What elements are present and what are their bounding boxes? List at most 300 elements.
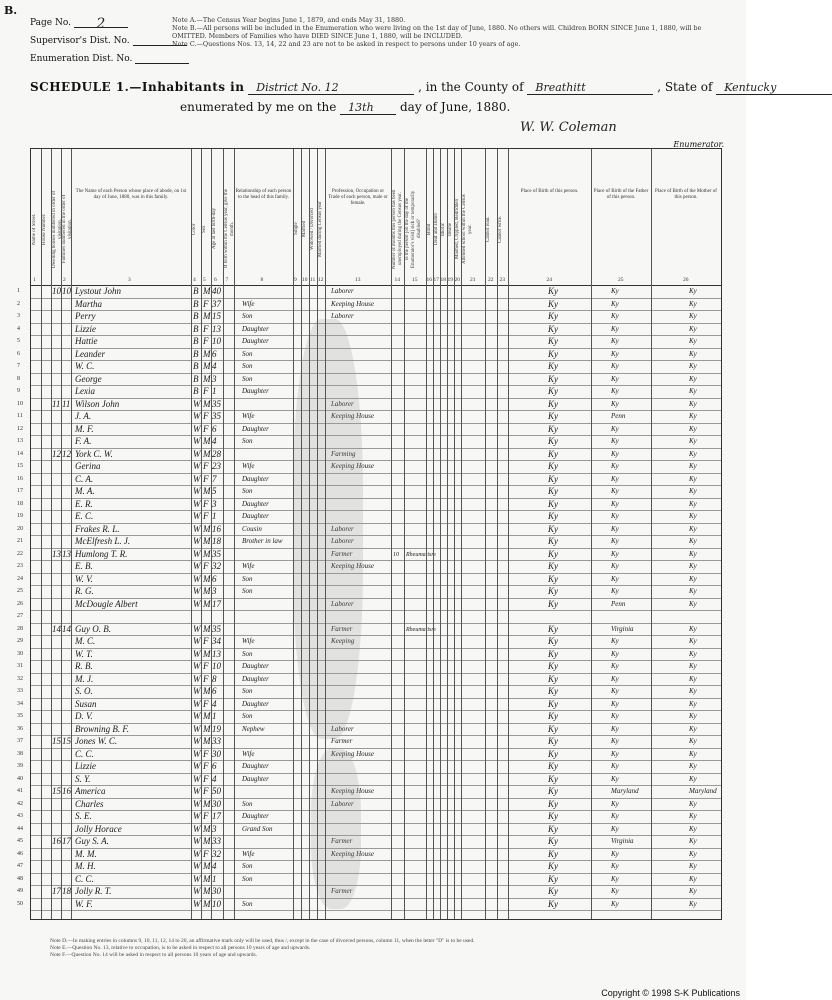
column-number: 23 (499, 277, 505, 283)
cell-age: 10 (212, 898, 221, 909)
cell-b2: Ky (611, 824, 619, 833)
cell-name: McDougle Albert (75, 598, 138, 609)
cell-name: Lizzie (75, 323, 97, 334)
cell-color: W (193, 898, 201, 909)
row-number: 39 (17, 763, 23, 769)
cell-rel: Son (242, 587, 253, 595)
cell-b2: Ky (611, 737, 619, 745)
cell-b2: Ky (611, 774, 619, 783)
row-number: 2 (17, 300, 20, 307)
cell-b1: Ky (548, 398, 558, 409)
cell-b3: Ky (689, 862, 697, 870)
cell-rel: Son (242, 487, 253, 495)
row-number: 32 (17, 675, 23, 682)
column-divider (447, 149, 448, 919)
column-header: If born within the Census year, give the month. (224, 189, 235, 269)
cell-age: 35 (212, 548, 221, 559)
cell-b1: Ky (548, 486, 558, 496)
column-number: 20 (454, 277, 460, 283)
column-divider (325, 149, 326, 919)
cell-age: 4 (212, 698, 217, 709)
cell-name: Frakes R. L. (75, 523, 120, 534)
cell-occ: Keeping House (331, 749, 374, 758)
cell-dw: 11 (52, 398, 61, 409)
column-header: Place of Birth of this person. (520, 189, 579, 194)
cell-color: W (193, 836, 201, 846)
row-number: 42 (17, 800, 23, 807)
column-header: Age at last birth-day (212, 208, 217, 250)
census-grid (17, 148, 722, 920)
cell-sex: F (203, 673, 209, 684)
row-rule (31, 610, 721, 611)
cell-rel: Son (242, 899, 253, 908)
cell-b1: Ky (548, 636, 558, 646)
cell-b3: Ky (689, 374, 697, 383)
cell-age: 16 (212, 523, 221, 534)
cell-b2: Ky (611, 724, 619, 733)
cell-color: B (193, 286, 199, 296)
cell-sex: M (203, 798, 211, 809)
cell-name: W. F. (75, 898, 93, 909)
cell-age: 19 (212, 723, 221, 734)
cell-color: W (193, 411, 201, 421)
cell-occ: Keeping House (331, 849, 374, 858)
cell-name: Jolly R. T. (75, 886, 112, 896)
cell-color: W (193, 623, 201, 634)
cell-name: George (75, 373, 102, 384)
column-number: 16 (426, 277, 432, 283)
column-divider (61, 149, 62, 919)
cell-color: W (193, 436, 201, 446)
county-label: , in the County of (418, 80, 524, 94)
cell-color: W (193, 511, 201, 521)
cell-sex: M (203, 373, 211, 384)
row-number: 35 (17, 713, 23, 719)
column-number: 25 (618, 277, 624, 283)
cell-color: W (193, 486, 201, 496)
cell-age: 35 (212, 398, 221, 409)
column-divider (41, 149, 42, 919)
cell-color: W (193, 661, 201, 671)
column-number: 19 (447, 277, 453, 283)
cell-rel: Daughter (242, 474, 269, 483)
cell-b3: Ky (689, 312, 697, 320)
cell-color: W (193, 586, 201, 596)
cell-color: W (193, 823, 201, 834)
row-rule (31, 910, 721, 911)
cell-name: E. C. (75, 511, 94, 521)
column-divider (223, 149, 224, 919)
cell-name: M. F. (75, 423, 94, 434)
row-number: 25 (17, 588, 23, 594)
cell-name: W. T. (75, 648, 93, 659)
cell-age: 17 (212, 598, 221, 609)
cell-name: Gerina (75, 461, 101, 471)
cell-name: R. B. (75, 661, 93, 671)
cell-rel: Son (242, 574, 253, 583)
cell-rel: Son (242, 712, 253, 720)
cell-occ: Keeping House (331, 787, 374, 795)
cell-b3: Ky (689, 624, 697, 633)
row-number: 3 (17, 313, 20, 319)
cell-b1: Ky (548, 423, 558, 434)
cell-b3: Ky (689, 549, 697, 558)
cell-color: W (193, 636, 201, 646)
cell-sex: M (203, 311, 211, 321)
cell-occ: Laborer (331, 312, 354, 320)
enumeration-blank (135, 52, 189, 64)
column-divider (433, 149, 434, 919)
cell-color: W (193, 561, 201, 571)
cell-color: W (193, 573, 201, 584)
column-number: 13 (355, 277, 361, 283)
cell-b3: Ky (689, 687, 697, 695)
cell-age: 17 (212, 811, 221, 821)
column-divider (426, 149, 427, 919)
cell-b2: Ky (611, 674, 619, 683)
cell-b3: Ky (689, 724, 697, 733)
cell-sex: F (203, 423, 209, 434)
column-number: 2 (63, 277, 66, 283)
column-number: 9 (294, 277, 297, 283)
cell-b2: Ky (611, 537, 619, 545)
column-header: Married (302, 220, 307, 238)
cell-b1: Ky (548, 836, 558, 846)
cell-b3: Ky (689, 587, 697, 595)
cell-occ: Laborer (331, 287, 354, 295)
water-stain (293, 319, 363, 739)
row-number: 30 (17, 650, 23, 657)
cell-sex: M (203, 898, 211, 909)
row-number: 10 (17, 400, 23, 407)
cell-rel: Daughter (242, 424, 269, 433)
note-a: Note A.—The Census Year begins June 1, 1879, and ends May 31, 1880. (172, 16, 406, 24)
cell-color: W (193, 748, 201, 759)
schedule-letter: B. (4, 4, 18, 17)
row-number: 27 (17, 613, 23, 619)
column-number: 24 (546, 277, 552, 283)
column-divider (497, 149, 498, 919)
cell-b3: Ky (689, 524, 697, 533)
cell-name: C. C. (75, 748, 94, 759)
cell-age: 15 (212, 311, 221, 321)
column-header: Place of Birth of the Mother of this person. (655, 189, 717, 200)
cell-b3: Ky (689, 887, 697, 895)
cell-extra: Rheumatism (406, 551, 436, 558)
cell-b2: Ky (611, 287, 619, 295)
column-divider (317, 149, 318, 919)
column-header: Is the person [on the day of the Enumerator's visit] sick or temporarily disabled? (405, 190, 422, 268)
cell-fam: 18 (62, 886, 71, 896)
column-divider (201, 149, 202, 919)
cell-b2: Ky (611, 349, 619, 358)
cell-dw: 17 (52, 886, 61, 896)
cell-b1: Ky (548, 561, 558, 571)
cell-name: Guy O. B. (75, 623, 111, 634)
cell-color: W (193, 886, 201, 896)
cell-rel: Wife (242, 562, 255, 570)
cell-name: York C. W. (75, 448, 113, 459)
cell-fam: 13 (62, 548, 71, 559)
supervisor-label: Supervisor's Dist. No. (30, 36, 130, 46)
cell-age: 34 (212, 636, 221, 646)
cell-fam: 14 (62, 623, 71, 634)
cell-name: Browning B. F. (75, 723, 130, 734)
column-divider (461, 149, 462, 919)
cell-b2: Ky (611, 299, 619, 308)
row-number: 20 (17, 525, 23, 532)
row-number: 47 (17, 863, 23, 869)
cell-sex: F (203, 773, 209, 784)
cell-sex: M (203, 736, 211, 746)
cell-age: 5 (212, 486, 217, 496)
cell-color: W (193, 848, 201, 859)
cell-b3: Ky (689, 712, 697, 720)
cell-b1: Ky (548, 573, 558, 584)
cell-age: 8 (212, 673, 217, 684)
cell-color: B (193, 361, 199, 371)
cell-sex: M (203, 873, 211, 884)
column-number: 15 (412, 277, 418, 283)
cell-sex: M (203, 436, 211, 446)
row-number: 22 (17, 550, 23, 557)
cell-age: 3 (212, 373, 217, 384)
cell-b2: Ky (611, 862, 619, 870)
column-number: 12 (318, 277, 324, 283)
row-number: 18 (17, 500, 23, 507)
cell-occ: Laborer (331, 399, 354, 408)
cell-b2: Ky (611, 324, 619, 333)
cell-color: W (193, 773, 201, 784)
enumerator-label: Enumerator. (673, 140, 724, 149)
cell-b1: Ky (548, 548, 558, 559)
column-number: 21 (470, 277, 476, 283)
cell-color: W (193, 736, 201, 746)
cell-sex: M (203, 823, 211, 834)
cell-b1: Ky (548, 436, 558, 446)
cell-b3: Ky (689, 424, 697, 433)
cell-b1: Ky (548, 773, 558, 784)
column-header: Married during Census year (318, 201, 323, 257)
cell-color: W (193, 698, 201, 709)
cell-color: W (193, 761, 201, 771)
cell-color: W (193, 523, 201, 534)
cell-color: W (193, 448, 201, 459)
cell-rel: Son (242, 349, 253, 358)
cell-age: 4 (212, 773, 217, 784)
cell-b1: Ky (548, 723, 558, 734)
cell-color: B (193, 348, 199, 359)
cell-occ: Farmer (331, 737, 353, 745)
cell-rel: Son (242, 437, 253, 445)
column-header: Blind (427, 223, 432, 235)
cell-b2: Ky (611, 512, 619, 520)
cell-dw: 15 (52, 736, 61, 746)
cell-color: W (193, 536, 201, 546)
cell-fam: 12 (62, 448, 71, 459)
cell-age: 30 (212, 798, 221, 809)
column-header: Number of months this person has been unemployed during the Census year. (392, 189, 403, 269)
cell-dw: 15 (52, 786, 61, 796)
cell-color: W (193, 811, 201, 821)
cell-b2: Ky (611, 649, 619, 658)
instruction-notes (172, 16, 732, 48)
cell-sex: F (203, 461, 209, 471)
cell-dw: 13 (52, 548, 61, 559)
cell-rel: Daughter (242, 324, 269, 333)
cell-fam: 16 (62, 786, 71, 796)
page-number-line (30, 16, 128, 32)
cell-b1: Ky (548, 811, 558, 821)
cell-dw: 12 (52, 448, 61, 459)
column-header: Sex (202, 225, 207, 233)
cell-b1: Ky (548, 673, 558, 684)
column-header: Families numbered in the order of visitation. (62, 194, 73, 264)
cell-rel: Daughter (242, 674, 269, 683)
row-number: 37 (17, 738, 23, 744)
cell-sex: M (203, 723, 211, 734)
row-number: 41 (17, 788, 23, 794)
cell-b2: Ky (611, 687, 619, 695)
cell-occ: Laborer (331, 724, 354, 733)
cell-sex: F (203, 411, 209, 421)
cell-b3: Maryland (689, 787, 717, 795)
cell-b2: Ky (611, 312, 619, 320)
column-header: Color (192, 223, 197, 235)
month-label: day of June, 1880. (400, 100, 511, 114)
row-number: 14 (17, 450, 23, 457)
cell-sex: F (203, 661, 209, 671)
cell-occ: Keeping House (331, 462, 374, 470)
column-divider (71, 149, 72, 919)
cell-b2: Ky (611, 637, 619, 645)
cell-name: Lexia (75, 386, 95, 396)
cell-age: 4 (212, 861, 217, 871)
cell-b1: Ky (548, 786, 558, 796)
cell-age: 3 (212, 498, 217, 509)
cell-occ: Keeping House (331, 412, 374, 420)
cell-rel: Son (242, 799, 253, 808)
cell-b3: Ky (689, 299, 697, 308)
cell-b3: Ky (689, 849, 697, 858)
column-divider (309, 149, 310, 919)
column-header: Single (294, 222, 299, 236)
cell-name: Jolly Horace (75, 823, 122, 834)
column-divider (293, 149, 294, 919)
cell-b3: Ky (689, 662, 697, 670)
column-header: Insane (448, 222, 453, 236)
cell-b1: Ky (548, 536, 558, 546)
cell-name: Lystout John (75, 286, 121, 296)
column-number: 14 (394, 277, 400, 283)
column-number: 10 (302, 277, 308, 283)
cell-age: 32 (212, 848, 221, 859)
cell-age: 32 (212, 561, 221, 571)
row-number: 26 (17, 600, 23, 607)
cell-color: W (193, 648, 201, 659)
cell-name: Charles (75, 798, 104, 809)
column-number: 7 (225, 277, 229, 283)
cell-age: 33 (212, 736, 221, 746)
cell-b3: Ky (689, 512, 697, 520)
cell-b1: Ky (548, 886, 558, 896)
cell-b1: Ky (548, 711, 558, 721)
cell-color: B (193, 386, 199, 396)
column-header: Relationship of each person to the head of this family. (235, 189, 292, 200)
cell-b2: Maryland (611, 787, 639, 795)
cell-b2: Ky (611, 662, 619, 670)
cell-b2: Virginia (611, 837, 634, 845)
column-divider (485, 149, 486, 919)
cell-b1: Ky (548, 286, 558, 296)
cell-b2: Ky (611, 812, 619, 820)
cell-occ: Laborer (331, 799, 354, 808)
row-number: 15 (17, 463, 23, 469)
cell-occ: Keeping House (331, 562, 374, 570)
cell-b2: Ky (611, 362, 619, 370)
cell-b2: Ky (611, 712, 619, 720)
column-number: 11 (310, 277, 316, 283)
cell-sex: F (203, 498, 209, 509)
cell-color: W (193, 498, 201, 509)
cell-color: W (193, 686, 201, 696)
cell-sex: M (203, 861, 211, 871)
cell-b1: Ky (548, 661, 558, 671)
cell-sex: M (203, 623, 211, 634)
cell-b3: Ky (689, 287, 697, 295)
cell-b2: Ky (611, 449, 619, 458)
row-number: 13 (17, 438, 23, 444)
cell-b1: Ky (548, 498, 558, 509)
cell-name: McElfresh L. J. (75, 536, 131, 546)
cell-age: 37 (212, 298, 221, 309)
cell-b1: Ky (548, 298, 558, 309)
cell-rel: Daughter (242, 387, 269, 395)
cell-fam: 10 (62, 286, 71, 296)
cell-sex: M (203, 536, 211, 546)
cell-color: W (193, 473, 201, 484)
cell-b3: Ky (689, 824, 697, 833)
cell-sex: F (203, 786, 209, 796)
cell-occ: Farmer (331, 549, 353, 558)
cell-fam: 11 (62, 398, 71, 409)
cell-sex: M (203, 598, 211, 609)
cell-b1: Ky (548, 461, 558, 471)
cell-b2: Ky (611, 887, 619, 895)
cell-age: 50 (212, 786, 221, 796)
cell-sex: F (203, 561, 209, 571)
cell-age: 30 (212, 886, 221, 896)
cell-age: 6 (212, 761, 217, 771)
cell-b3: Ky (689, 362, 697, 370)
cell-age: 1 (212, 386, 217, 396)
column-header: Attended school within the Census year. (462, 194, 473, 264)
cell-occ: Laborer (331, 537, 354, 545)
cell-name: E. B. (75, 561, 93, 571)
column-header: Place of Birth of the Father of this person. (593, 189, 649, 200)
enumerated-line (180, 100, 510, 115)
cell-b1: Ky (548, 623, 558, 634)
cell-color: B (193, 373, 199, 384)
cell-b1: Ky (548, 736, 558, 746)
cell-b2: Ky (611, 899, 619, 908)
cell-name: C. C. (75, 873, 94, 884)
page-label: Page No. (30, 18, 71, 28)
cell-b3: Ky (689, 599, 697, 608)
row-number: 21 (17, 538, 23, 544)
cell-rel: Daughter (242, 662, 269, 670)
cell-extra: 10 (393, 551, 399, 558)
